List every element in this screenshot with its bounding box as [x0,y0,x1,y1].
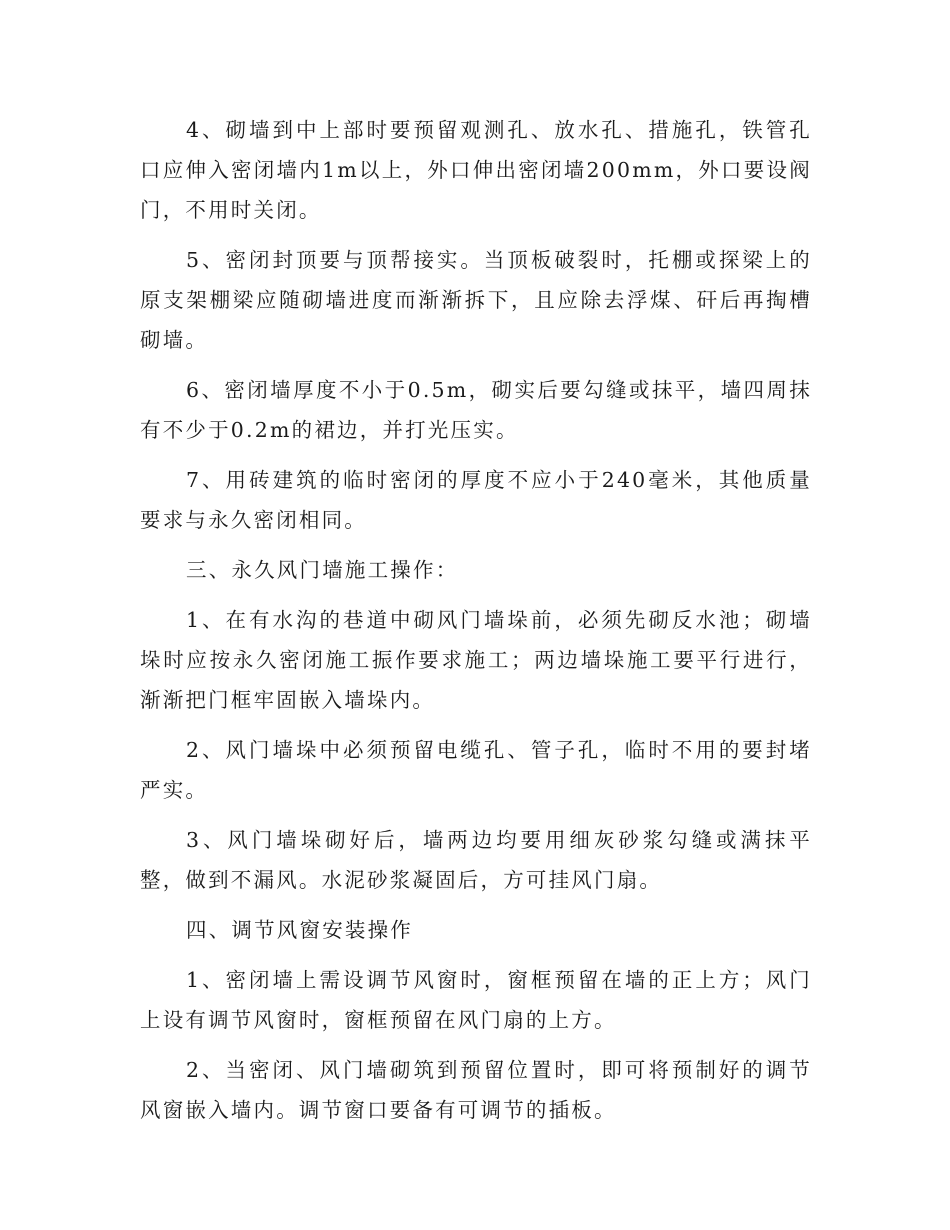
paragraph-door-item-3: 3、风门墙垛砌好后，墙两边均要用细灰砂浆勾缝或满抹平整，做到不漏风。水泥砂浆凝固后，方可挂风门扇。 [140,828,812,892]
paragraph-window-item-2: 2、当密闭、风门墙砌筑到预留位置时，即可将预制好的调节风窗嵌入墙内。调节窗口要备有可调节的插板。 [140,1058,812,1122]
paragraph-window-item-1: 1、密闭墙上需设调节风窗时，窗框预留在墙的正上方；风门上设有调节风窗时，窗框预留在风门扇的上方。 [140,968,812,1032]
paragraph-door-item-1: 1、在有水沟的巷道中砌风门墙垛前，必须先砌反水池；砌墙垛时应按永久密闭施工振作要求施工；两边墙垛施工要平行进行，渐渐把门框牢固嵌入墙垛内。 [140,608,812,712]
paragraph-door-item-2: 2、风门墙垛中必须预留电缆孔、管子孔，临时不用的要封堵严实。 [140,738,812,802]
document-body [140,110,812,1140]
paragraph-item-7-temporary-seal: 7、用砖建筑的临时密闭的厚度不应小于240毫米，其他质量要求与永久密闭相同。 [140,468,812,532]
paragraph-item-6-wall-thickness: 6、密闭墙厚度不小于0.5m，砌实后要勾缝或抹平，墙四周抹有不少于0.2m的裙边，并打光压实。 [140,378,812,442]
paragraph-item-5-seal-roof: 5、密闭封顶要与顶帮接实。当顶板破裂时，托棚或探梁上的原支架棚梁应随砌墙进度而渐渐拆下，且应除去浮煤、矸后再掏槽砌墙。 [140,248,812,352]
paragraph-item-4-hole-reservation: 4、砌墙到中上部时要预留观测孔、放水孔、措施孔，铁管孔口应伸入密闭墙内1m以上，外口伸出密闭墙200mm，外口要设阀门，不用时关闭。 [140,118,812,222]
section-heading-regulating-window: 四、调节风窗安装操作 [186,918,413,942]
section-heading-permanent-air-door: 三、永久风门墙施工操作： [186,558,459,582]
